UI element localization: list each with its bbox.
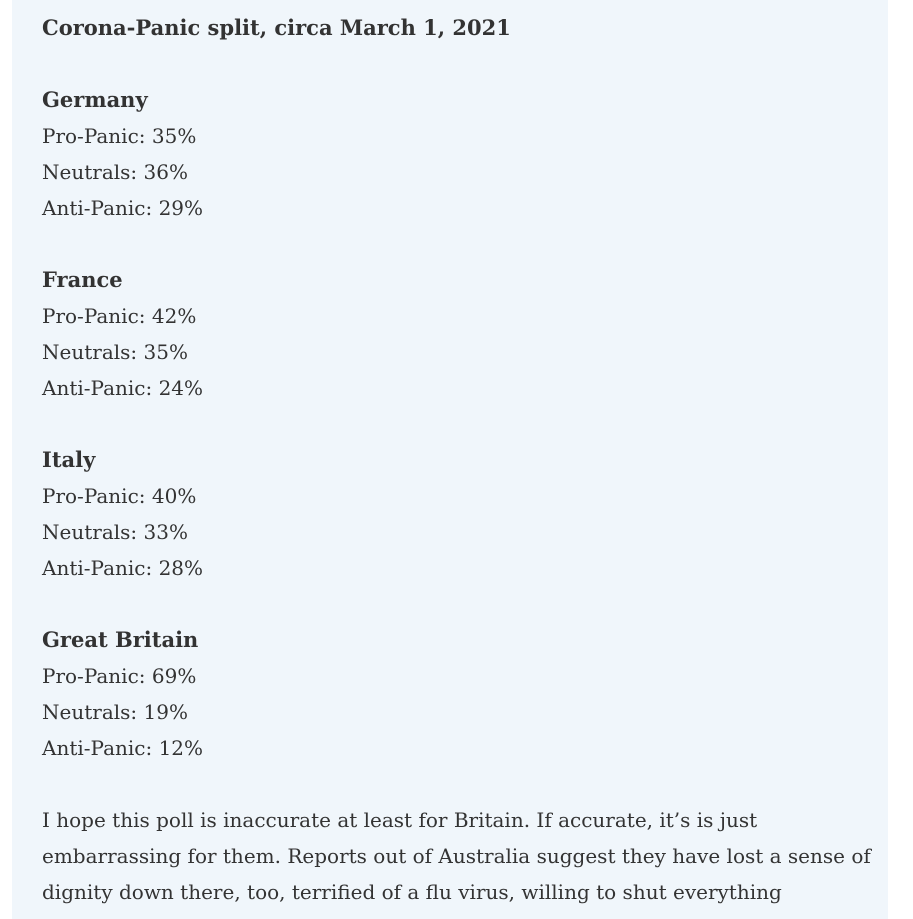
pro-panic-stat: Pro-Panic: 69% <box>42 664 197 688</box>
poll-title: Corona-Panic split, circa March 1, 2021 <box>42 15 511 40</box>
anti-panic-stat: Anti-Panic: 24% <box>42 376 204 400</box>
neutrals-stat: Neutrals: 35% <box>42 340 188 364</box>
neutrals-stat: Neutrals: 33% <box>42 520 188 544</box>
country-name: Germany <box>42 87 148 112</box>
pro-panic-stat: Pro-Panic: 35% <box>42 124 197 148</box>
article-content <box>42 10 878 910</box>
country-name: Great Britain <box>42 627 199 652</box>
anti-panic-stat: Anti-Panic: 28% <box>42 556 204 580</box>
neutrals-stat: Neutrals: 36% <box>42 160 188 184</box>
anti-panic-stat: Anti-Panic: 29% <box>42 196 204 220</box>
anti-panic-stat: Anti-Panic: 12% <box>42 736 204 760</box>
country-name: France <box>42 267 123 292</box>
country-germany <box>42 82 878 226</box>
country-italy <box>42 442 878 586</box>
commentary-paragraph: I hope this poll is inaccurate at least for Britain. If accurate, it’s is just embarrassing for them. Reports out of Australia suggest they have lost a sense of dignity down there, too, terrified of a flu virus, willing to shut everything <box>42 808 871 904</box>
article-block <box>12 0 888 919</box>
country-name: Italy <box>42 447 96 472</box>
country-france <box>42 262 878 406</box>
pro-panic-stat: Pro-Panic: 40% <box>42 484 197 508</box>
pro-panic-stat: Pro-Panic: 42% <box>42 304 197 328</box>
country-great-britain <box>42 622 878 766</box>
neutrals-stat: Neutrals: 19% <box>42 700 188 724</box>
